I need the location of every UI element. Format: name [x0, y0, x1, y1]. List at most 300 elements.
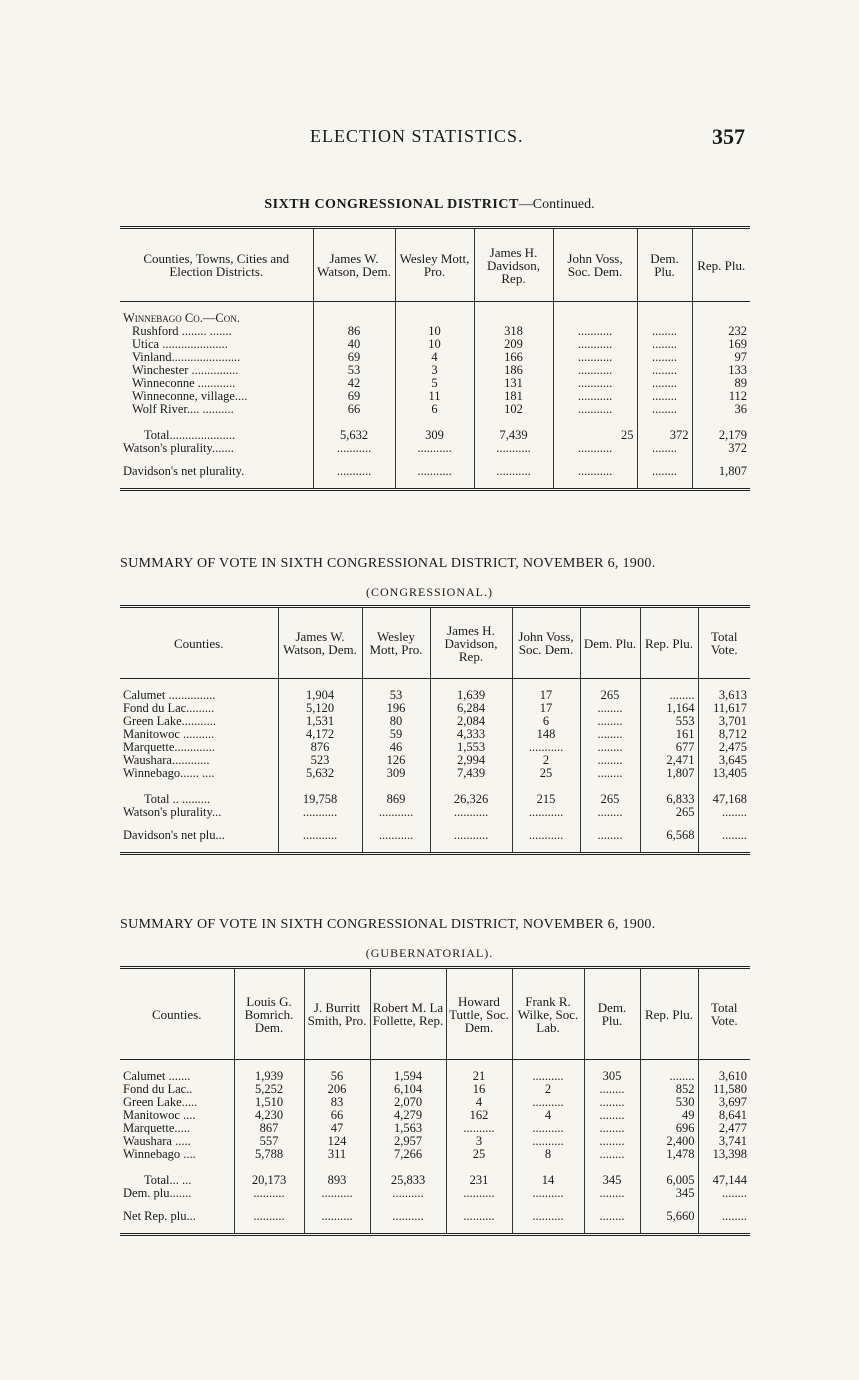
row-label: Marquette.............	[123, 740, 215, 754]
cell: ..........	[446, 1210, 512, 1223]
cell: 25,833	[370, 1171, 446, 1187]
row-label: Manitowoc ....	[123, 1108, 196, 1122]
cell: 4	[512, 1109, 584, 1122]
cell: 46	[362, 741, 430, 754]
row-label: Winneconne, village....	[132, 389, 248, 403]
cell: ........	[580, 806, 640, 819]
cell: 131	[474, 377, 553, 390]
cell: 19,758	[278, 790, 362, 806]
col-header: Counties, Towns, Cities and Election Districts.	[120, 228, 313, 302]
plurality-row	[120, 442, 750, 455]
col-header: Wesley Mott, Pro.	[362, 607, 430, 679]
table-row	[120, 741, 750, 754]
cell: 6	[512, 715, 580, 728]
cell: 5,788	[234, 1148, 304, 1161]
cell: 265	[580, 790, 640, 806]
cell: 1,939	[234, 1070, 304, 1083]
cell: ........	[698, 1210, 750, 1223]
cell: 215	[512, 790, 580, 806]
cell: 2,400	[640, 1135, 698, 1148]
total-row	[120, 790, 750, 806]
cell: 3,613	[698, 689, 750, 702]
cell: 4,279	[370, 1109, 446, 1122]
cell: ........	[637, 442, 692, 455]
cell: 1,478	[640, 1148, 698, 1161]
cell: ...........	[430, 806, 512, 819]
col-header: James H. Davidson, Rep.	[430, 607, 512, 679]
table-row	[120, 689, 750, 702]
cell: ........	[580, 767, 640, 780]
cell: 5,632	[278, 767, 362, 780]
cell: 10	[395, 338, 474, 351]
table-row	[120, 767, 750, 780]
cell: 3	[395, 364, 474, 377]
cell: ........	[637, 351, 692, 364]
cell: 162	[446, 1109, 512, 1122]
cell: 5	[395, 377, 474, 390]
cell: 1,904	[278, 689, 362, 702]
table-row	[120, 1135, 750, 1148]
table1-header-row	[120, 228, 750, 302]
cell: ........	[640, 1070, 698, 1083]
cell: 4,333	[430, 728, 512, 741]
cell: ...........	[362, 829, 430, 842]
cell: 4	[395, 351, 474, 364]
cell: 133	[692, 364, 750, 377]
cell: ........	[637, 390, 692, 403]
row-label: Wolf River.... ..........	[132, 402, 234, 416]
cell: 311	[304, 1148, 370, 1161]
row-label: Manitowoc ..........	[123, 727, 215, 741]
cell: ........	[584, 1210, 640, 1223]
col-header: Counties.	[120, 607, 278, 679]
row-label: Davidson's net plurality.	[123, 464, 245, 478]
cell: 26,326	[430, 790, 512, 806]
cell: ...........	[512, 806, 580, 819]
table3-header-row	[120, 968, 750, 1060]
row-label: Waushara............	[123, 753, 210, 767]
row-label: Calumet ...............	[123, 688, 216, 702]
net-plurality-row	[120, 1210, 750, 1223]
cell: ........	[640, 689, 698, 702]
cell: ...........	[313, 442, 395, 455]
cell: 6,284	[430, 702, 512, 715]
cell: ........	[698, 806, 750, 819]
cell: ........	[580, 728, 640, 741]
cell: 14	[512, 1171, 584, 1187]
cell: 523	[278, 754, 362, 767]
cell: 7,266	[370, 1148, 446, 1161]
cell: 181	[474, 390, 553, 403]
table-row	[120, 1122, 750, 1135]
cell: ..........	[446, 1187, 512, 1200]
cell: 42	[313, 377, 395, 390]
cell: 1,510	[234, 1096, 304, 1109]
table2-header-row	[120, 607, 750, 679]
cell: 102	[474, 403, 553, 416]
cell: ...........	[553, 442, 637, 455]
cell: ..........	[234, 1210, 304, 1223]
cell: ........	[580, 702, 640, 715]
cell: 7,439	[474, 426, 553, 442]
cell: ...........	[553, 403, 637, 416]
cell: 318	[474, 325, 553, 338]
cell: 6,833	[640, 790, 698, 806]
cell: 80	[362, 715, 430, 728]
cell: 2,957	[370, 1135, 446, 1148]
cell: 6,568	[640, 829, 698, 842]
cell: 5,252	[234, 1083, 304, 1096]
col-header: Dem. Plu.	[580, 607, 640, 679]
col-header: Frank R. Wilke, Soc. Lab.	[512, 968, 584, 1060]
cell: 11,580	[698, 1083, 750, 1096]
row-label: Davidson's net plu...	[123, 828, 225, 842]
col-header: Rep. Plu.	[692, 228, 750, 302]
cell: 2	[512, 754, 580, 767]
table2-congressional-summary	[120, 605, 750, 855]
col-header: James W. Watson, Dem.	[278, 607, 362, 679]
cell: ...........	[512, 829, 580, 842]
row-label: Utica .....................	[132, 337, 228, 351]
cell: 66	[313, 403, 395, 416]
table3-gubernatorial-summary	[120, 966, 750, 1236]
cell: ..........	[234, 1187, 304, 1200]
cell: 1,563	[370, 1122, 446, 1135]
row-label: Fond du Lac.........	[123, 701, 215, 715]
cell: 40	[313, 338, 395, 351]
cell: 309	[395, 426, 474, 442]
table-row	[120, 1148, 750, 1161]
table-row	[120, 1083, 750, 1096]
cell: ..........	[512, 1187, 584, 1200]
cell: 86	[313, 325, 395, 338]
cell: ..........	[512, 1210, 584, 1223]
cell: 49	[640, 1109, 698, 1122]
cell: 677	[640, 741, 698, 754]
cell: ...........	[474, 442, 553, 455]
cell: 16	[446, 1083, 512, 1096]
cell: 69	[313, 351, 395, 364]
running-head-title: ELECTION STATISTICS.	[310, 126, 524, 146]
page-number: 357	[712, 124, 745, 149]
cell: 169	[692, 338, 750, 351]
cell: ..........	[370, 1210, 446, 1223]
row-label: Winneconne ............	[132, 376, 236, 390]
row-label: Winchester ...............	[132, 363, 239, 377]
net-plurality-row	[120, 465, 750, 478]
cell: 2,994	[430, 754, 512, 767]
cell: 66	[304, 1109, 370, 1122]
row-label: Marquette.....	[123, 1121, 190, 1135]
row-label: Fond du Lac..	[123, 1082, 193, 1096]
cell: 372	[692, 442, 750, 455]
cell: ...........	[313, 465, 395, 478]
cell: 196	[362, 702, 430, 715]
table-row	[120, 715, 750, 728]
cell: ........	[637, 377, 692, 390]
plurality-row	[120, 806, 750, 819]
cell: ........	[584, 1135, 640, 1148]
cell: 1,807	[640, 767, 698, 780]
cell: ...........	[553, 377, 637, 390]
cell: ..........	[304, 1210, 370, 1223]
cell: 6	[395, 403, 474, 416]
cell: ........	[580, 829, 640, 842]
cell: 5,632	[313, 426, 395, 442]
row-label: Total... ...	[144, 1173, 192, 1187]
table3-title: SUMMARY OF VOTE IN SIXTH CONGRESSIONAL DISTRICT, NOVEMBER 6, 1900.	[120, 917, 656, 932]
cell: 265	[640, 806, 698, 819]
running-header	[0, 124, 859, 154]
cell: 8,641	[698, 1109, 750, 1122]
col-header: James W. Watson, Dem.	[313, 228, 395, 302]
cell: 161	[640, 728, 698, 741]
cell: ...........	[553, 338, 637, 351]
cell: 25	[553, 426, 637, 442]
cell: 696	[640, 1122, 698, 1135]
cell: 25	[446, 1148, 512, 1161]
col-header: Counties.	[120, 968, 234, 1060]
col-header: Dem. Plu.	[584, 968, 640, 1060]
dem-plurality-row	[120, 1187, 750, 1200]
cell: 47,144	[698, 1171, 750, 1187]
cell: 869	[362, 790, 430, 806]
cell: 6,104	[370, 1083, 446, 1096]
cell: ...........	[553, 465, 637, 478]
cell: ...........	[553, 351, 637, 364]
cell: ...........	[553, 325, 637, 338]
cell: ..........	[370, 1187, 446, 1200]
cell: 2,179	[692, 426, 750, 442]
cell: 25	[512, 767, 580, 780]
cell: ........	[637, 403, 692, 416]
total-row	[120, 426, 750, 442]
cell: 2,477	[698, 1122, 750, 1135]
net-plurality-row	[120, 829, 750, 842]
table-row	[120, 1096, 750, 1109]
cell: 309	[362, 767, 430, 780]
cell: 59	[362, 728, 430, 741]
cell: 89	[692, 377, 750, 390]
col-header: Louis G. Bomrich. Dem.	[234, 968, 304, 1060]
cell: 8,712	[698, 728, 750, 741]
cell: 232	[692, 325, 750, 338]
cell: ........	[584, 1122, 640, 1135]
cell: 5,660	[640, 1210, 698, 1223]
cell: 2	[512, 1083, 584, 1096]
cell: ...........	[553, 364, 637, 377]
cell: 53	[362, 689, 430, 702]
cell: 4,172	[278, 728, 362, 741]
col-header: Robert M. La Follette, Rep.	[370, 968, 446, 1060]
cell: ...........	[474, 465, 553, 478]
cell: 112	[692, 390, 750, 403]
cell: ...........	[278, 829, 362, 842]
cell: ...........	[278, 806, 362, 819]
row-label: Winnebago...... ....	[123, 766, 215, 780]
cell: ........	[580, 715, 640, 728]
row-label: Calumet .......	[123, 1069, 191, 1083]
table-row	[120, 403, 750, 416]
row-label: Rushford ........ .......	[132, 324, 232, 338]
cell: 13,405	[698, 767, 750, 780]
cell: ........	[580, 741, 640, 754]
cell: 56	[304, 1070, 370, 1083]
row-label: Vinland......................	[132, 350, 241, 364]
cell: 345	[584, 1171, 640, 1187]
row-label: Winnebago ....	[123, 1147, 196, 1161]
group-label: Winnebago Co.—Con.	[123, 311, 240, 325]
cell: 47,168	[698, 790, 750, 806]
col-header: Wesley Mott, Pro.	[395, 228, 474, 302]
col-header: John Voss, Soc. Dem.	[553, 228, 637, 302]
col-header: Total Vote.	[698, 607, 750, 679]
cell: 17	[512, 702, 580, 715]
table-row	[120, 754, 750, 767]
cell: 557	[234, 1135, 304, 1148]
cell: 3,610	[698, 1070, 750, 1083]
table1-title-rest: —Continued.	[518, 197, 595, 212]
cell: 2,084	[430, 715, 512, 728]
cell: 36	[692, 403, 750, 416]
cell: ........	[584, 1148, 640, 1161]
cell: 2,471	[640, 754, 698, 767]
row-label: Total.....................	[144, 428, 236, 442]
cell: ........	[584, 1083, 640, 1096]
cell: 1,594	[370, 1070, 446, 1083]
cell: 893	[304, 1171, 370, 1187]
cell: 186	[474, 364, 553, 377]
row-label: Watson's plurality...	[123, 805, 222, 819]
cell: 4	[446, 1096, 512, 1109]
cell: ........	[584, 1109, 640, 1122]
cell: 69	[313, 390, 395, 403]
table1-title	[0, 197, 859, 213]
cell: 166	[474, 351, 553, 364]
cell: 11	[395, 390, 474, 403]
cell: 3,697	[698, 1096, 750, 1109]
cell: 1,164	[640, 702, 698, 715]
cell: 867	[234, 1122, 304, 1135]
table3-subtitle: (GUBERNATORIAL).	[365, 946, 494, 960]
table1-title-bold: SIXTH CONGRESSIONAL DISTRICT	[264, 197, 519, 212]
cell: 231	[446, 1171, 512, 1187]
cell: ........	[637, 338, 692, 351]
cell: ........	[698, 829, 750, 842]
col-header: Howard Tuttle, Soc. Dem.	[446, 968, 512, 1060]
cell: ..........	[512, 1070, 584, 1083]
cell: 345	[640, 1187, 698, 1200]
cell: ........	[580, 754, 640, 767]
cell: 372	[637, 426, 692, 442]
cell: 1,807	[692, 465, 750, 478]
cell: ...........	[362, 806, 430, 819]
cell: ...........	[395, 465, 474, 478]
cell: 209	[474, 338, 553, 351]
cell: ........	[637, 325, 692, 338]
col-header: John Voss, Soc. Dem.	[512, 607, 580, 679]
cell: 2,070	[370, 1096, 446, 1109]
cell: 206	[304, 1083, 370, 1096]
col-header: Rep. Plu.	[640, 607, 698, 679]
cell: 148	[512, 728, 580, 741]
cell: 17	[512, 689, 580, 702]
cell: 124	[304, 1135, 370, 1148]
cell: 852	[640, 1083, 698, 1096]
cell: ........	[698, 1187, 750, 1200]
cell: 7,439	[430, 767, 512, 780]
cell: 305	[584, 1070, 640, 1083]
cell: 8	[512, 1148, 584, 1161]
row-label: Green Lake.....	[123, 1095, 198, 1109]
cell: ..........	[446, 1122, 512, 1135]
col-header: Rep. Plu.	[640, 968, 698, 1060]
cell: 83	[304, 1096, 370, 1109]
cell: ...........	[395, 442, 474, 455]
cell: 11,617	[698, 702, 750, 715]
row-label: Net Rep. plu...	[123, 1209, 196, 1223]
cell: ...........	[512, 741, 580, 754]
cell: ..........	[512, 1135, 584, 1148]
cell: ........	[584, 1096, 640, 1109]
row-label: Dem. plu.......	[123, 1186, 192, 1200]
cell: ..........	[304, 1187, 370, 1200]
cell: 1,639	[430, 689, 512, 702]
cell: ..........	[512, 1096, 584, 1109]
cell: 553	[640, 715, 698, 728]
cell: 1,553	[430, 741, 512, 754]
cell: ..........	[512, 1122, 584, 1135]
cell: 10	[395, 325, 474, 338]
cell: ........	[637, 465, 692, 478]
cell: 5,120	[278, 702, 362, 715]
cell: 1,531	[278, 715, 362, 728]
cell: 126	[362, 754, 430, 767]
total-row	[120, 1171, 750, 1187]
row-label: Watson's plurality.......	[123, 441, 234, 455]
cell: ...........	[430, 829, 512, 842]
col-header: James H. Davidson, Rep.	[474, 228, 553, 302]
cell: ........	[637, 364, 692, 377]
col-header: Total Vote.	[698, 968, 750, 1060]
row-label: Total .. .........	[144, 792, 211, 806]
cell: 2,475	[698, 741, 750, 754]
cell: ........	[584, 1187, 640, 1200]
cell: 3,645	[698, 754, 750, 767]
cell: 4,230	[234, 1109, 304, 1122]
cell: 265	[580, 689, 640, 702]
cell: 53	[313, 364, 395, 377]
col-header: J. Burritt Smith, Pro.	[304, 968, 370, 1060]
cell: 3	[446, 1135, 512, 1148]
cell: 3,701	[698, 715, 750, 728]
table-row	[120, 1070, 750, 1083]
cell: 13,398	[698, 1148, 750, 1161]
table1-precinct-returns	[120, 226, 750, 491]
row-label: Waushara .....	[123, 1134, 191, 1148]
row-label: Green Lake...........	[123, 714, 217, 728]
cell: ...........	[553, 390, 637, 403]
cell: 20,173	[234, 1171, 304, 1187]
cell: 47	[304, 1122, 370, 1135]
table-row	[120, 1109, 750, 1122]
cell: 530	[640, 1096, 698, 1109]
col-header: Dem. Plu.	[637, 228, 692, 302]
cell: 97	[692, 351, 750, 364]
cell: 876	[278, 741, 362, 754]
cell: 21	[446, 1070, 512, 1083]
table2-subtitle: (CONGRESSIONAL.)	[366, 585, 493, 599]
